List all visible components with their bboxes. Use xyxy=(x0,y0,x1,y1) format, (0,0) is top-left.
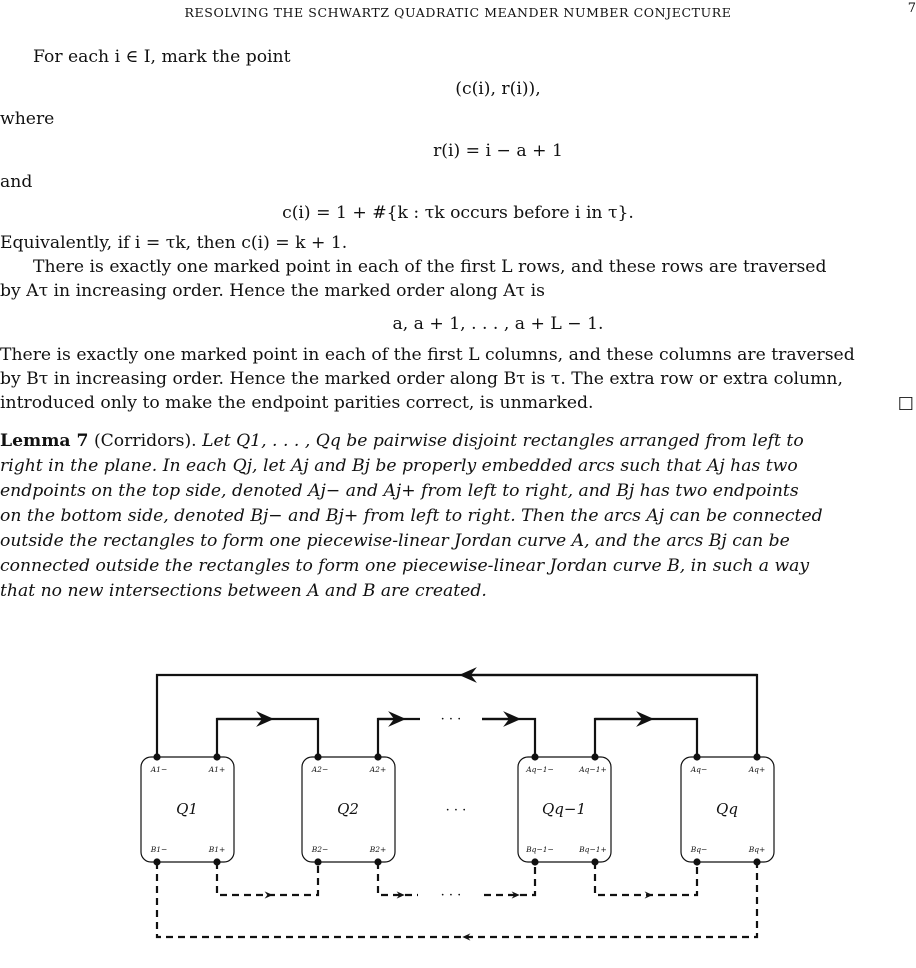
lemma-line: right in the plane. In each Qj, let Aj and Bj be properly embedded arcs such that Aj has two xyxy=(0,456,798,476)
endpoint-label: Aq−1+ xyxy=(579,765,607,774)
corridor-figure xyxy=(0,645,916,968)
box-label: Qq xyxy=(716,800,738,818)
endpoint-label: A2+ xyxy=(369,765,387,774)
text-line: There is exactly one marked point in each of the first L columns, and these columns are traversed xyxy=(0,345,855,365)
lemma-heading: Lemma 7 xyxy=(0,431,89,451)
endpoint-label: A1− xyxy=(150,765,168,774)
lemma-line: that no new intersections between A and B are created. xyxy=(0,581,487,601)
lemma-name: (Corridors). xyxy=(93,431,197,451)
endpoint-label: B2+ xyxy=(369,845,387,854)
running-title: RESOLVING THE SCHWARTZ QUADRATIC MEANDER NUMBER CONJECTURE xyxy=(184,5,732,20)
endpoint-label: Bq−1+ xyxy=(579,845,607,854)
text-line: by Aτ in increasing order. Hence the marked order along Aτ is xyxy=(0,281,545,301)
equation: (c(i), r(i)), xyxy=(455,79,541,99)
lemma-line: outside the rectangles to form one piecewise-linear Jordan curve A, and the arcs Bj can be xyxy=(0,531,790,551)
equation: a, a + 1, . . . , a + L − 1. xyxy=(392,314,604,334)
text-line: Equivalently, if i = τk, then c(i) = k + 1. xyxy=(0,233,348,253)
qed-symbol: □ xyxy=(897,393,914,413)
endpoint-label: Bq−1− xyxy=(526,845,554,854)
ellipsis: · · · xyxy=(440,888,462,903)
box-label: Q1 xyxy=(176,800,198,818)
endpoint-label: A1+ xyxy=(208,765,226,774)
endpoint-label: Aq+ xyxy=(748,765,766,774)
text-line: and xyxy=(0,172,33,192)
equation: r(i) = i − a + 1 xyxy=(433,141,563,161)
page-number: 7 xyxy=(907,1,916,16)
text-line: There is exactly one marked point in each of the first L rows, and these rows are traversed xyxy=(33,257,827,277)
endpoint-label: Aq− xyxy=(690,765,708,774)
ellipsis: · · · xyxy=(440,712,462,727)
box-label: Q2 xyxy=(337,800,359,818)
lemma-line: connected outside the rectangles to form one piecewise-linear Jordan curve B, in such a way xyxy=(0,556,810,576)
ellipsis: · · · xyxy=(445,803,467,818)
lemma-line: on the bottom side, denoted Bj− and Bj+ from left to right. Then the arcs Aj can be connected xyxy=(0,506,823,526)
endpoint-label: B1− xyxy=(150,845,168,854)
running-header xyxy=(0,2,916,24)
text-line: For each i ∈ I, mark the point xyxy=(33,47,291,67)
text-line: where xyxy=(0,109,55,129)
box-label: Qq−1 xyxy=(541,800,587,818)
endpoint-label: B2− xyxy=(311,845,329,854)
endpoint-label: Bq− xyxy=(690,845,708,854)
endpoint-label: B1+ xyxy=(208,845,226,854)
endpoint-label: Bq+ xyxy=(748,845,766,854)
lemma-line: Lemma 7 (Corridors). Let Q1, . . . , Qq be pairwise disjoint rectangles arranged from left to xyxy=(0,431,804,451)
text-line: introduced only to make the endpoint parities correct, is unmarked. □ xyxy=(0,393,914,413)
text-line: by Bτ in increasing order. Hence the marked order along Bτ is τ. The extra row or extra column, xyxy=(0,369,843,389)
lemma-line: endpoints on the top side, denoted Aj− and Aj+ from left to right, and Bj has two endpoints xyxy=(0,481,799,501)
endpoint-label: A2− xyxy=(311,765,329,774)
equation: c(i) = 1 + #{k : τk occurs before i in τ}. xyxy=(282,203,634,223)
endpoint-label: Aq−1− xyxy=(526,765,554,774)
